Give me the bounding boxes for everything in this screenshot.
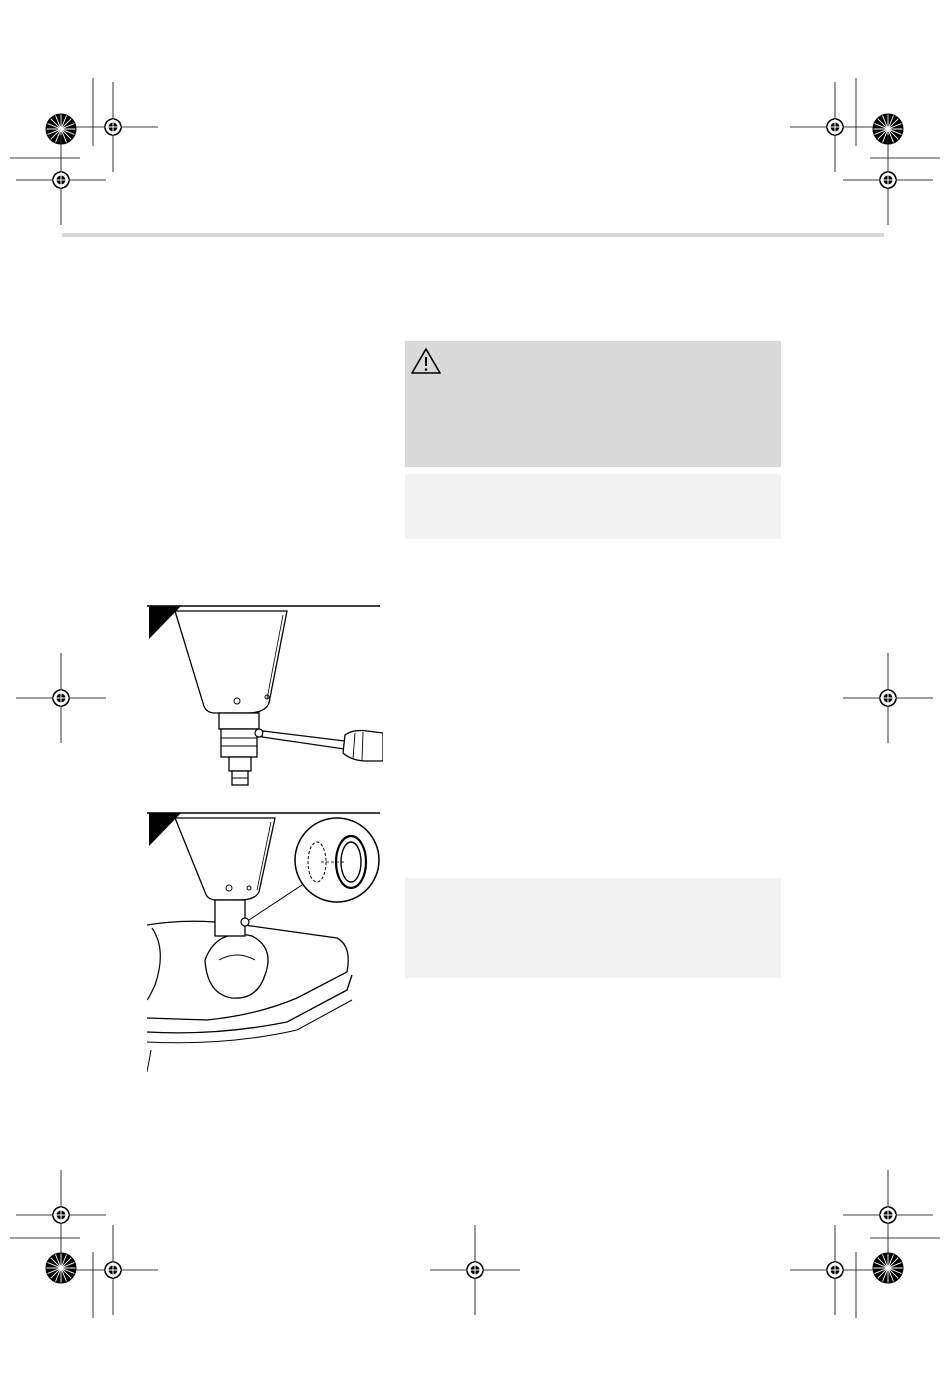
seal-ring-icon [295, 818, 379, 902]
registration-crosshair-icon [16, 1170, 106, 1260]
registration-crosshair-icon [790, 82, 880, 172]
note-box [405, 878, 781, 978]
registration-crosshair-icon [843, 1170, 933, 1260]
registration-crosshair-icon [68, 82, 158, 172]
seal-position-icon [241, 918, 249, 926]
registration-crosshair-icon [843, 653, 933, 743]
registration-crosshair-icon [16, 135, 106, 225]
warning-triangle-icon [410, 347, 442, 375]
registration-crosshair-icon [16, 653, 106, 743]
figure-screwdriver-illustration [147, 603, 383, 793]
registration-crosshair-icon [843, 135, 933, 225]
note-box [405, 474, 781, 539]
registration-starburst-icon [873, 1253, 903, 1283]
header-rule [62, 233, 884, 237]
registration-crosshair-icon [68, 1225, 158, 1315]
warning-box [405, 341, 781, 467]
registration-crosshair-icon [430, 1225, 520, 1315]
figure-seal-ring-illustration [147, 810, 383, 1075]
screwdriver-icon [262, 731, 383, 762]
registration-starburst-icon [46, 1253, 76, 1283]
registration-crosshair-icon [790, 1225, 880, 1315]
